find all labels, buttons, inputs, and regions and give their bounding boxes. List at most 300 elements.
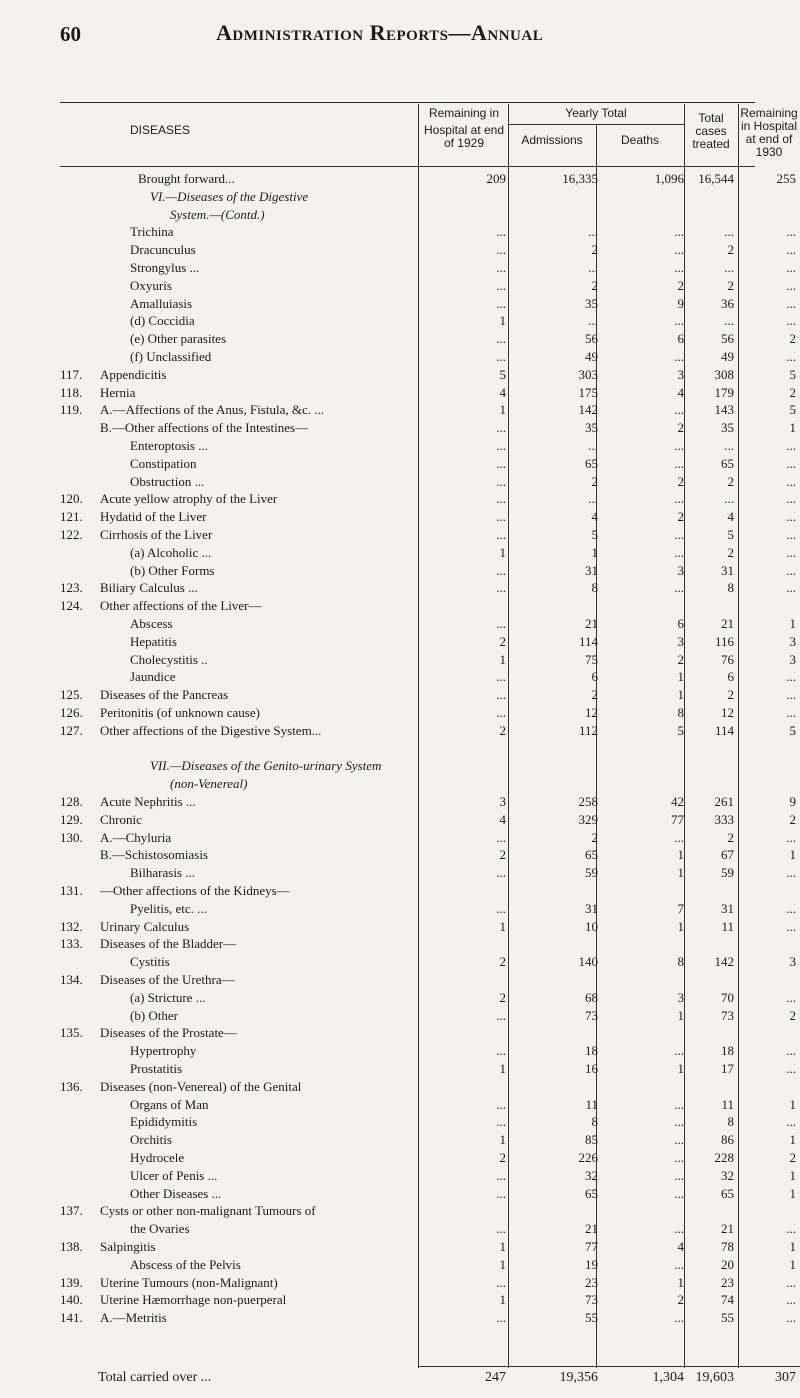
- cell-remaining-1929: ...: [496, 224, 506, 240]
- row-label: [60, 1167, 422, 1184]
- row-label: [60, 223, 422, 240]
- cell-cases-treated: 70: [721, 989, 734, 1005]
- cell-admissions: 112: [578, 722, 598, 738]
- row-text: Ulcer of Penis ...: [130, 1167, 218, 1183]
- table-row: [0, 1042, 800, 1059]
- cell-remaining-1929: 2: [499, 847, 506, 863]
- table-row: [0, 1113, 800, 1130]
- table-row: [0, 312, 800, 329]
- cell-remaining-1930: ...: [786, 527, 796, 542]
- cell-remaining-1930: 3: [789, 633, 796, 649]
- cell-deaths: ...: [674, 1132, 684, 1148]
- cell-remaining-1930: ...: [786, 242, 796, 258]
- cell-remaining-1930: ...: [786, 562, 796, 578]
- row-text: Brought forward...: [138, 171, 235, 186]
- cell-cases-treated: 11: [721, 918, 734, 934]
- cell-remaining-1930: 3: [789, 954, 796, 970]
- table-header: [0, 104, 800, 166]
- cell-deaths: ...: [674, 224, 684, 240]
- cell-remaining-1930: ...: [786, 544, 796, 560]
- cell-deaths: 6: [677, 331, 684, 347]
- cell-admissions: 21: [585, 616, 598, 631]
- cell-cases-treated: 20: [721, 1256, 734, 1272]
- cell-remaining-1930: ...: [786, 1114, 796, 1130]
- header-deaths: Deaths: [620, 133, 660, 147]
- row-text: Peritonitis (of unknown cause): [100, 705, 260, 720]
- cell-deaths: 8: [677, 954, 684, 970]
- table-row: [0, 490, 800, 507]
- cell-deaths: 3: [677, 366, 684, 382]
- row-label: [60, 473, 422, 490]
- cell-admissions: 2: [591, 687, 598, 703]
- cell-remaining-1929: ...: [496, 562, 506, 578]
- cell-cases-treated: 59: [721, 865, 734, 881]
- row-number: 128.: [60, 794, 83, 809]
- table-row: [0, 615, 800, 632]
- cell-deaths: ...: [674, 1114, 684, 1130]
- row-label: [60, 1185, 422, 1202]
- row-text: B.—Schistosomiasis: [100, 847, 208, 863]
- row-text: Pyelitis, etc. ...: [130, 900, 207, 916]
- cell-deaths: 8: [677, 705, 684, 720]
- cell-cases-treated: 67: [721, 847, 734, 863]
- row-label: [60, 686, 422, 703]
- cell-remaining-1929: 1: [499, 1132, 506, 1148]
- cell-remaining-1930: ...: [786, 687, 796, 703]
- cell-cases-treated: 12: [721, 705, 734, 720]
- row-text: (b) Other Forms: [130, 562, 215, 578]
- cell-admissions: 23: [585, 1274, 598, 1290]
- cell-cases-treated: 55: [721, 1310, 734, 1326]
- table-row: [0, 651, 800, 668]
- header-total-cases-treated: Total cases treated: [692, 111, 730, 151]
- cell-admissions: 49: [585, 349, 598, 364]
- row-text: Hepatitis: [130, 633, 177, 649]
- cell-remaining-1929: 1: [499, 313, 506, 329]
- row-label: [60, 206, 422, 223]
- cell-deaths: 2: [677, 1292, 684, 1308]
- cell-remaining-1930: 3: [789, 651, 796, 667]
- row-text: Uterine Hæmorrhage non-puerperal: [100, 1292, 287, 1308]
- cell-deaths: 1: [677, 669, 684, 685]
- table-row: [0, 330, 800, 347]
- cell-admissions: 18: [585, 1043, 598, 1059]
- row-label: [60, 1113, 422, 1130]
- cell-remaining-1929: 1: [499, 544, 506, 560]
- row-text: Hydrocele: [130, 1150, 185, 1165]
- row-text: Orchitis: [130, 1132, 172, 1148]
- cell-deaths: 4: [677, 384, 684, 400]
- row-text: Acute Nephritis ...: [100, 794, 196, 809]
- cell-admissions: 2: [591, 829, 598, 845]
- cell-remaining-1929: 209: [486, 171, 506, 186]
- cell-admissions: 32: [585, 1167, 598, 1183]
- table-row: [0, 579, 800, 596]
- table-row: [0, 953, 800, 970]
- table-row: [0, 829, 800, 846]
- cell-remaining-1930: 1: [789, 616, 796, 631]
- total-deaths: 1,304: [652, 1370, 684, 1385]
- table-row: [0, 508, 800, 525]
- cell-admissions: 65: [585, 847, 598, 863]
- cell-admissions: 65: [585, 455, 598, 471]
- cell-remaining-1930: ...: [786, 295, 796, 311]
- table-row: [0, 1238, 800, 1255]
- cell-remaining-1930: ...: [786, 900, 796, 916]
- cell-deaths: ...: [674, 544, 684, 560]
- row-label: [60, 419, 422, 436]
- cell-cases-treated: 65: [721, 455, 734, 471]
- cell-cases-treated: 73: [721, 1007, 734, 1023]
- cell-remaining-1930: 5: [789, 366, 796, 382]
- cell-deaths: ...: [674, 349, 684, 364]
- cell-deaths: ...: [674, 1185, 684, 1201]
- table-row: [0, 419, 800, 436]
- cell-deaths: 7: [677, 900, 684, 916]
- cell-remaining-1929: ...: [496, 829, 506, 845]
- table-row: [0, 1291, 800, 1308]
- cell-cases-treated: 76: [721, 651, 734, 667]
- cell-deaths: 2: [677, 473, 684, 489]
- cell-admissions: 2: [591, 242, 598, 258]
- row-text: Urinary Calculus: [100, 918, 190, 934]
- table-row: [0, 366, 800, 383]
- cell-cases-treated: ...: [724, 260, 734, 275]
- cell-admissions: 226: [578, 1150, 598, 1165]
- row-text: (e) Other parasites: [130, 331, 227, 347]
- table-row: [0, 935, 800, 952]
- row-text: Diseases of the Prostate—: [100, 1025, 237, 1041]
- total-admissions: 19,356: [559, 1370, 598, 1385]
- row-text: (b) Other: [130, 1007, 179, 1023]
- cell-remaining-1930: 5: [789, 402, 796, 418]
- row-label: [60, 277, 422, 294]
- row-label: [60, 1042, 422, 1059]
- row-text: (d) Coccidia: [130, 313, 195, 329]
- row-label: [60, 259, 422, 276]
- row-label: [60, 900, 422, 917]
- cell-remaining-1930: ...: [786, 455, 796, 471]
- row-label: [60, 544, 422, 561]
- cell-admissions: ...: [588, 491, 598, 507]
- row-label: [60, 633, 422, 650]
- table-row: [0, 526, 800, 543]
- cell-remaining-1930: 5: [789, 722, 796, 738]
- cell-remaining-1930: ...: [786, 1310, 796, 1326]
- row-text: the Ovaries: [130, 1221, 190, 1237]
- cell-deaths: 2: [677, 509, 684, 525]
- cell-remaining-1930: 2: [789, 811, 796, 827]
- row-text: Bilharasis ...: [130, 865, 195, 881]
- row-text: Obstruction ...: [130, 473, 205, 489]
- cell-admissions: 73: [585, 1292, 598, 1308]
- cell-admissions: 11: [585, 1096, 598, 1112]
- row-label: [60, 1309, 422, 1326]
- cell-cases-treated: ...: [724, 313, 734, 329]
- cell-remaining-1929: ...: [496, 349, 506, 364]
- cell-remaining-1929: ...: [496, 420, 506, 436]
- cell-cases-treated: 4: [727, 509, 734, 525]
- cell-deaths: ...: [674, 1256, 684, 1272]
- cell-cases-treated: 21: [721, 1221, 734, 1237]
- table-row: [0, 918, 800, 935]
- row-text: (non-Venereal): [170, 776, 248, 792]
- cell-remaining-1929: ...: [496, 900, 506, 916]
- row-label: [60, 1274, 422, 1291]
- table-row: [0, 259, 800, 276]
- cell-remaining-1929: ...: [496, 491, 506, 507]
- cell-admissions: 175: [578, 384, 598, 400]
- cell-cases-treated: 6: [727, 669, 734, 685]
- cell-admissions: 114: [578, 633, 598, 649]
- cell-admissions: 329: [578, 811, 598, 827]
- cell-cases-treated: 16,544: [698, 171, 734, 186]
- cell-remaining-1930: 2: [789, 384, 796, 400]
- row-text: A.—Metritis: [100, 1310, 167, 1326]
- row-number: 131.: [60, 883, 83, 898]
- row-label: [60, 188, 422, 205]
- row-text: Acute yellow atrophy of the Liver: [100, 491, 278, 507]
- row-text: Amalluiasis: [130, 295, 193, 311]
- cell-remaining-1930: 2: [789, 1007, 796, 1023]
- row-number: 126.: [60, 705, 83, 720]
- cell-remaining-1930: ...: [786, 438, 796, 453]
- table-row: [0, 384, 800, 401]
- row-text: A.—Chyluria: [100, 829, 172, 845]
- cell-admissions: 6: [591, 669, 598, 685]
- cell-remaining-1929: ...: [496, 687, 506, 703]
- row-text: B.—Other affections of the Intestines—: [100, 420, 309, 436]
- cell-deaths: ...: [674, 1043, 684, 1059]
- table-row: [0, 1256, 800, 1273]
- row-text: (a) Alcoholic ...: [130, 544, 212, 560]
- total-rule: [418, 1366, 800, 1367]
- cell-remaining-1930: 1: [789, 1096, 796, 1112]
- cell-remaining-1929: ...: [496, 865, 506, 881]
- row-label: [60, 455, 422, 472]
- cell-cases-treated: 11: [721, 1096, 734, 1112]
- cell-admissions: 140: [578, 954, 598, 970]
- row-text: Appendicitis: [100, 366, 167, 382]
- cell-cases-treated: 261: [714, 794, 734, 809]
- cell-admissions: 31: [585, 562, 598, 578]
- cell-deaths: 9: [677, 295, 684, 311]
- top-rule: [60, 102, 755, 103]
- total-label: Total carried over ...: [98, 1370, 212, 1385]
- cell-remaining-1930: ...: [786, 224, 796, 240]
- cell-cases-treated: 31: [721, 562, 734, 578]
- table-row: [0, 1131, 800, 1148]
- row-label: [60, 348, 422, 365]
- cell-admissions: 8: [591, 580, 598, 596]
- row-text: VII.—Diseases of the Genito-urinary System: [150, 758, 382, 774]
- cell-cases-treated: 56: [721, 331, 734, 347]
- cell-cases-treated: 49: [721, 349, 734, 364]
- cell-cases-treated: ...: [724, 224, 734, 240]
- row-text: Cholecystitis ..: [130, 651, 208, 667]
- cell-remaining-1929: ...: [496, 1310, 506, 1326]
- cell-remaining-1930: 1: [789, 1256, 796, 1272]
- header-diseases: DISEASES: [129, 123, 191, 137]
- row-label: [60, 829, 422, 846]
- row-label: [60, 1220, 422, 1237]
- cell-remaining-1930: ...: [786, 580, 796, 596]
- cell-deaths: ...: [674, 580, 684, 596]
- cell-remaining-1930: ...: [786, 1274, 796, 1290]
- cell-remaining-1929: 2: [499, 954, 506, 970]
- cell-deaths: 3: [677, 989, 684, 1005]
- row-label: [60, 882, 422, 899]
- row-number: 120.: [60, 491, 83, 507]
- cell-remaining-1930: 9: [789, 794, 796, 809]
- cell-remaining-1929: 1: [499, 1239, 506, 1254]
- cell-deaths: ...: [674, 1150, 684, 1165]
- cell-admissions: 16: [585, 1061, 598, 1076]
- row-text: Enteroptosis ...: [130, 438, 208, 453]
- table-row: [0, 1274, 800, 1291]
- total-row: [0, 1368, 800, 1388]
- cell-remaining-1929: 1: [499, 1061, 506, 1076]
- row-label: [60, 526, 422, 543]
- row-label: [60, 989, 422, 1006]
- row-label: [60, 1024, 422, 1041]
- cell-admissions: 8: [591, 1114, 598, 1130]
- row-label: [60, 170, 422, 187]
- row-text: Hypertrophy: [130, 1043, 197, 1059]
- cell-deaths: ...: [674, 313, 684, 329]
- cell-remaining-1930: 1: [789, 1239, 796, 1254]
- cell-remaining-1930: ...: [786, 829, 796, 845]
- cell-admissions: 2: [591, 473, 598, 489]
- table-row: [0, 740, 800, 757]
- cell-admissions: 31: [585, 900, 598, 916]
- table-row: [0, 775, 800, 792]
- table-row: [0, 900, 800, 917]
- row-number: 136.: [60, 1078, 83, 1094]
- row-label: [60, 918, 422, 935]
- cell-cases-treated: 8: [727, 1114, 734, 1130]
- row-label: [60, 846, 422, 863]
- cell-remaining-1930: 1: [789, 847, 796, 863]
- row-label: [60, 366, 422, 383]
- cell-remaining-1930: ...: [786, 349, 796, 364]
- cell-deaths: 3: [677, 633, 684, 649]
- row-text: Other Diseases ...: [130, 1185, 222, 1201]
- row-number: 135.: [60, 1025, 83, 1041]
- table-row: [0, 793, 800, 810]
- cell-cases-treated: 8: [727, 580, 734, 596]
- cell-cases-treated: 32: [721, 1167, 734, 1183]
- table-row: [0, 1007, 800, 1024]
- cell-cases-treated: 18: [721, 1043, 734, 1059]
- cell-remaining-1930: ...: [786, 1061, 796, 1076]
- cell-admissions: 5: [591, 527, 598, 542]
- cell-remaining-1929: ...: [496, 616, 506, 631]
- cell-cases-treated: 228: [714, 1150, 734, 1165]
- cell-remaining-1929: 2: [499, 1150, 506, 1165]
- cell-admissions: 59: [585, 865, 598, 881]
- cell-remaining-1930: 1: [789, 1167, 796, 1183]
- cell-cases-treated: 2: [727, 242, 734, 258]
- row-text: Constipation: [130, 455, 197, 471]
- row-label: [60, 953, 422, 970]
- cell-deaths: 5: [677, 722, 684, 738]
- row-number: 127.: [60, 722, 83, 738]
- table-row: [0, 704, 800, 721]
- table-row: [0, 1096, 800, 1113]
- row-number: 132.: [60, 918, 83, 934]
- cell-deaths: 1: [677, 1007, 684, 1023]
- cell-admissions: 258: [578, 794, 598, 809]
- cell-cases-treated: ...: [724, 491, 734, 507]
- cell-cases-treated: 143: [714, 402, 734, 418]
- row-text: VI.—Diseases of the Digestive: [150, 188, 309, 204]
- row-text: Dracunculus: [130, 242, 196, 258]
- row-number: 117.: [60, 366, 83, 382]
- cell-remaining-1929: ...: [496, 669, 506, 685]
- cell-deaths: ...: [674, 1096, 684, 1112]
- cell-remaining-1929: ...: [496, 455, 506, 471]
- cell-deaths: ...: [674, 829, 684, 845]
- table-row: [0, 277, 800, 294]
- cell-cases-treated: 116: [714, 633, 734, 649]
- row-text: Other affections of the Liver—: [100, 598, 262, 614]
- cell-remaining-1929: ...: [496, 242, 506, 258]
- row-label: [60, 615, 422, 632]
- row-label: [60, 704, 422, 721]
- cell-deaths: ...: [674, 491, 684, 507]
- table-row: [0, 757, 800, 774]
- row-text: (f) Unclassified: [130, 349, 212, 364]
- cell-admissions: ...: [588, 438, 598, 453]
- cell-deaths: 2: [677, 420, 684, 436]
- cell-remaining-1930: ...: [786, 989, 796, 1005]
- table-row: [0, 188, 800, 205]
- table-row: [0, 295, 800, 312]
- cell-remaining-1929: ...: [496, 1007, 506, 1023]
- table-row: [0, 455, 800, 472]
- cell-admissions: 35: [585, 420, 598, 436]
- row-label: [60, 864, 422, 881]
- table-row: [0, 989, 800, 1006]
- table-row: [0, 562, 800, 579]
- cell-remaining-1929: 2: [499, 989, 506, 1005]
- cell-remaining-1929: ...: [496, 1274, 506, 1290]
- cell-cases-treated: 86: [721, 1132, 734, 1148]
- row-text: Uterine Tumours (non-Malignant): [100, 1274, 278, 1290]
- row-number: 140.: [60, 1292, 83, 1308]
- table-row: [0, 1149, 800, 1166]
- cell-deaths: 1: [677, 1274, 684, 1290]
- header-yearly-total: Yearly Total: [565, 106, 627, 120]
- cell-admissions: 12: [585, 705, 598, 720]
- table-row: [0, 668, 800, 685]
- header-bottom-rule: [60, 166, 755, 167]
- cell-cases-treated: 35: [721, 420, 734, 436]
- cell-cases-treated: 142: [714, 954, 734, 970]
- row-number: 123.: [60, 580, 83, 596]
- cell-deaths: ...: [674, 527, 684, 542]
- row-label: [60, 1060, 422, 1077]
- cell-remaining-1930: 255: [776, 171, 796, 186]
- row-label: [60, 793, 422, 810]
- cell-cases-treated: 114: [714, 722, 734, 738]
- table-row: [0, 1220, 800, 1237]
- row-label: [60, 508, 422, 525]
- cell-deaths: ...: [674, 260, 684, 275]
- row-number: 139.: [60, 1274, 83, 1290]
- cell-deaths: ...: [674, 402, 684, 418]
